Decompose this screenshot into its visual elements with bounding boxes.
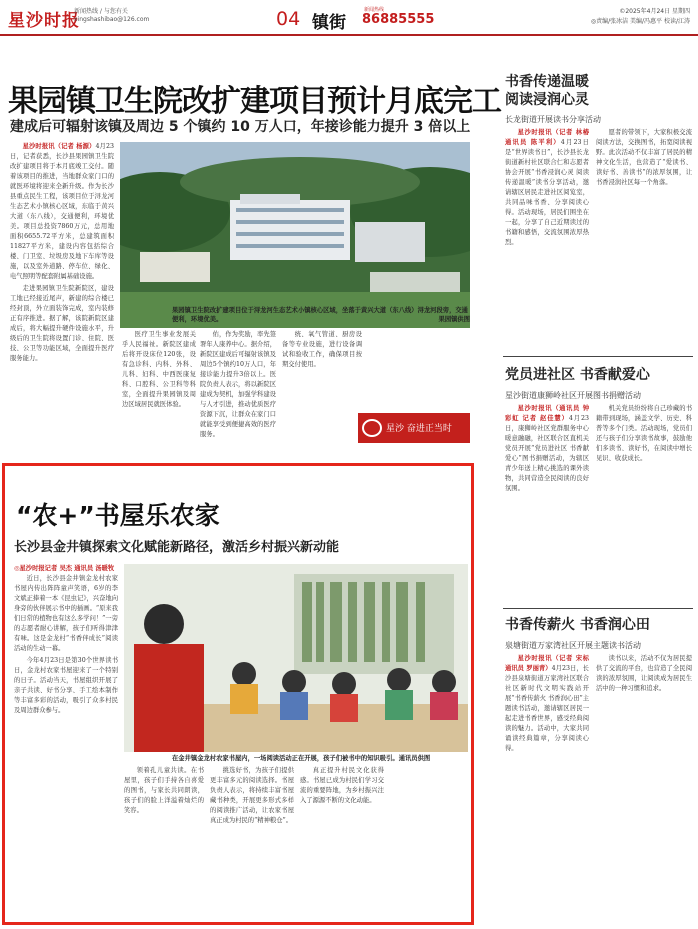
side3-title: 书香传薪火 书香润心田: [505, 617, 650, 633]
side3-col2-text: 读书以来，活动不仅为居民提供了交流的平台，也营造了全民阅读的浓厚氛围，让阅读成为居民生活中的一种习惯和追求。: [596, 655, 692, 692]
hospital-photo-illustration: [120, 142, 470, 328]
brand-logo: 星沙时报: [8, 11, 80, 31]
hotline-label: 新闻热线: [364, 7, 385, 13]
feature-column-1: [14, 564, 118, 916]
brand-subtitle: [74, 8, 149, 24]
side3-subtitle: 泉塘街道万家湾社区开展主题读书活动: [505, 641, 641, 650]
side-divider-1: [503, 356, 693, 357]
side3-byline: 星沙时报讯（记者 宋标 通讯员 罗丽青）: [505, 655, 589, 672]
lead-byline: 星沙时报讯（记者 杨源）: [22, 143, 96, 150]
feature-column-3: [124, 766, 204, 918]
side1-column-2: [596, 128, 692, 328]
lead-column-4: [200, 330, 276, 452]
feature-col5-text: 真正提升村民文化获得感。书屋已成为村民们学习交流的重要阵地，为乡村振兴注入了源源不断的文化动能。: [300, 767, 384, 804]
side2-column-2: [596, 404, 692, 604]
masthead: [0, 0, 698, 36]
promo-banner: [358, 413, 470, 443]
brand-sub-line-1: 新闻热线 / 与您有关: [74, 8, 128, 15]
brand-sub-line-2: xingshashibao@126.com: [74, 16, 150, 23]
lead-column-3: [122, 330, 196, 452]
side2-col2-text: 机关党员纷纷将自己珍藏的书籍带到现场，涵盖文学、历史、科普等多个门类。活动现场，党员们还与孩子们分享读书故事，鼓励他们多读书、读好书，在阅读中增长见识、收获成长。: [596, 405, 692, 462]
side3-column-2: [596, 654, 692, 922]
side2-subtitle: 星沙街道康狮岭社区开展图书捐赠活动: [505, 391, 641, 400]
lead-col1-text: 4月23日，记者获悉，长沙县果园镇卫生院改扩建项目将于本月底竣工交付。随着该项目的推进，当地群众家门口的就医环境将迎来全新升级。作为长沙县重点民生工程，该项目位于浔龙河生态艺术小镇核心区域，东临于黄兴大道（东八线），交通便利，环境优美。项目总投资7860万元，总用地面积6655.72平方米，总建筑面积11827平方米，建设内容包括综合楼、门卫室、垃圾房及地下车库等设施，以及室外道路、停车位、绿化、电气照明等配套附属基础设施。: [10, 143, 114, 280]
feature-col3-text: 领着孔儿童共读。在书屋里，孩子们手持各自喜爱的图书，与家长共同朗读，孩子们的脸上洋溢着灿烂的笑容。: [124, 767, 204, 814]
feature-col2-text: 今年4月23日是第30个世界读书日，金龙村农家书屋迎来了一个特别的日子。活动当天，书屋组织开展了亲子共读、好书分享、手工绘本制作等丰富多彩的活动，吸引了众多村民及周边群众参与。: [14, 657, 118, 714]
reading-room-photo-illustration: [124, 564, 468, 752]
side1-subtitle: 长龙街道开展读书分享活动: [505, 115, 601, 124]
editors-credit: ◎责编/张冰洁 美编/冯惠平 校读/江涛: [590, 18, 690, 25]
lead-photo-credit: 果园镇供图: [438, 316, 470, 323]
promo-logo-icon: [362, 419, 382, 437]
issue-date: ©2025年4月24日 星期四: [619, 8, 690, 15]
lead-col3-text: 医疗卫生事业发展关乎人民福祉。新院区建成后将开设床位120张，设有急诊科、内科、外科、儿科、妇科、中西医康复科、口腔科、公卫科等科室，全面提升果园镇及周边区域居民就医体验。: [122, 331, 196, 408]
feature-subheadline: 长沙县金井镇探索文化赋能新路径，激活乡村振兴新动能: [14, 540, 340, 555]
lead-headline: 果园镇卫生院改扩建项目预计月底完工: [8, 84, 501, 119]
side1-title-1: 书香传递温暖: [505, 74, 589, 90]
feature-col1-text: 近日，长沙县金井镇金龙村农家书屋内传出阵阵童声笑语，6岁的李文斌正捧着一本《昆虫记》，兴奋地向身旁的伙伴展示书中的插画。“原来我们日常的植物也有这么多学问！”一旁的志愿者耐心讲解，孩子们听得津津有味。这是金龙村“书香伴成长”阅读活动的生动一幕。: [14, 575, 118, 652]
feature-photo: [124, 564, 468, 752]
side2-column-1: [505, 404, 589, 604]
side1-byline: 星沙时报讯（记者 林椿 通讯员 陈平利）: [505, 129, 589, 146]
side1-col2-text: 愿者的带领下，大家积极交流阅读方法，交换图书，拓宽阅读视野。此次活动不仅丰富了居民的精神文化生活，也营造了“爱读书、读好书、善读书”的浓厚氛围，让书香浸润社区每一个角落。: [596, 129, 692, 186]
side2-byline: 星沙时报讯（通讯员 钟彩虹 记者 赵佳慧）: [505, 405, 589, 422]
feature-col4-text: 挑选好书，为孩子们提供更丰富多元的阅读选择。书屋负责人表示，将持续丰富书屋藏书种类，开展更多形式多样的阅读推广活动，让农家书屋真正成为村民的“精神粮仓”。: [210, 767, 294, 824]
side2-col1-text: 4月23日，康狮岭社区党群服务中心暖意融融，社区联合区直机关党员开展“党员进社区 书香献爱心”图书捐赠活动，为辖区青少年送上精心挑选的课外读物，共同营造全民阅读的良好氛围。: [505, 415, 589, 492]
side3-col1-text: 4月23日，长沙县泉塘街道万家湾社区联合社区新时代文明实践站开展“书香传薪火 书香润心田”主题读书活动，邀请辖区居民一起走进书香世界，感受经典阅读的魅力。活动中，大家共同诵读经典篇章，分享阅读心得。: [505, 665, 589, 752]
lead-subheadline: 建成后可辐射该镇及周边 5 个镇约 10 万人口，年接诊能力提升 3 倍以上: [10, 119, 471, 135]
lead-column-1: [10, 142, 114, 468]
feature-column-5: [300, 766, 384, 918]
lead-col5-text: 统、氧气管道、厨房设备等专业设施，进行设备调试和验收工作，确保项目按期交付使用。: [282, 331, 362, 368]
feature-headline: “农+”书屋乐农家: [16, 501, 220, 530]
side-divider-2: [503, 608, 693, 609]
hotline-number: 86885555: [362, 12, 435, 27]
side2-title: 党员进社区 书香献爱心: [505, 367, 650, 383]
lead-col2-text: 走进果园镇卫生院新院区，建设工地已经接近尾声，新建的综合楼已经封顶，外立面装饰完成，室内装修正有序推进。据了解，该院新院区建成后，将大幅提升硬件设施水平，升级后的卫生院将设置门诊、住院、医技、公卫等功能区域，全面提升医疗服务能力。: [10, 285, 114, 362]
lead-caption-text: 果园镇卫生院改扩建项目位于浔龙河生态艺术小镇核心区域，坐落于黄兴大道（东八线）浔龙河段旁，交通便利，环境优美。: [172, 307, 468, 323]
lead-col4-text: 佑，作为奖励，率先签署年人康养中心。据介绍，新院区建成后可辐射该镇及周边5个镇约10万人口，年接诊能力提升3倍以上。医院负责人表示，将以新院区建成为契机，加强学科建设与人才引进，推动优质医疗资源下沉，让群众在家门口就能享受到便捷高效的医疗服务。: [200, 331, 276, 438]
side3-column-1: [505, 654, 589, 922]
lead-photo: [120, 142, 470, 328]
page-number: 04: [276, 8, 301, 30]
feature-photo-caption: 在金井镇金龙村农家书屋内，一场阅读活动正在开展，孩子们被书中的知识吸引。通讯员供图: [172, 755, 431, 762]
side1-title-2: 阅读浸润心灵: [505, 92, 589, 108]
lead-column-5: [282, 330, 362, 410]
side1-col1-text: 4月23日是“世界读书日”，长沙县长龙街道新村社区联合仁和志愿者协会开展“书香浸润心灵 阅读传递温暖”读书分享活动，邀请辖区居民走进社区阅览室，共同品味书香、分享阅读心得。活动现场，居民们围坐在一起，分享了自己近期读过的书籍和感悟，交流氛围浓厚热烈。: [505, 139, 589, 246]
section-label: 镇街: [312, 13, 346, 33]
feature-byline: ◎星沙时报记者 吴杰 通讯员 汤暖牧: [14, 565, 115, 572]
feature-column-4: [210, 766, 294, 918]
lead-photo-caption: [172, 306, 470, 324]
promo-text: 星沙 奋进正当时: [386, 424, 452, 434]
